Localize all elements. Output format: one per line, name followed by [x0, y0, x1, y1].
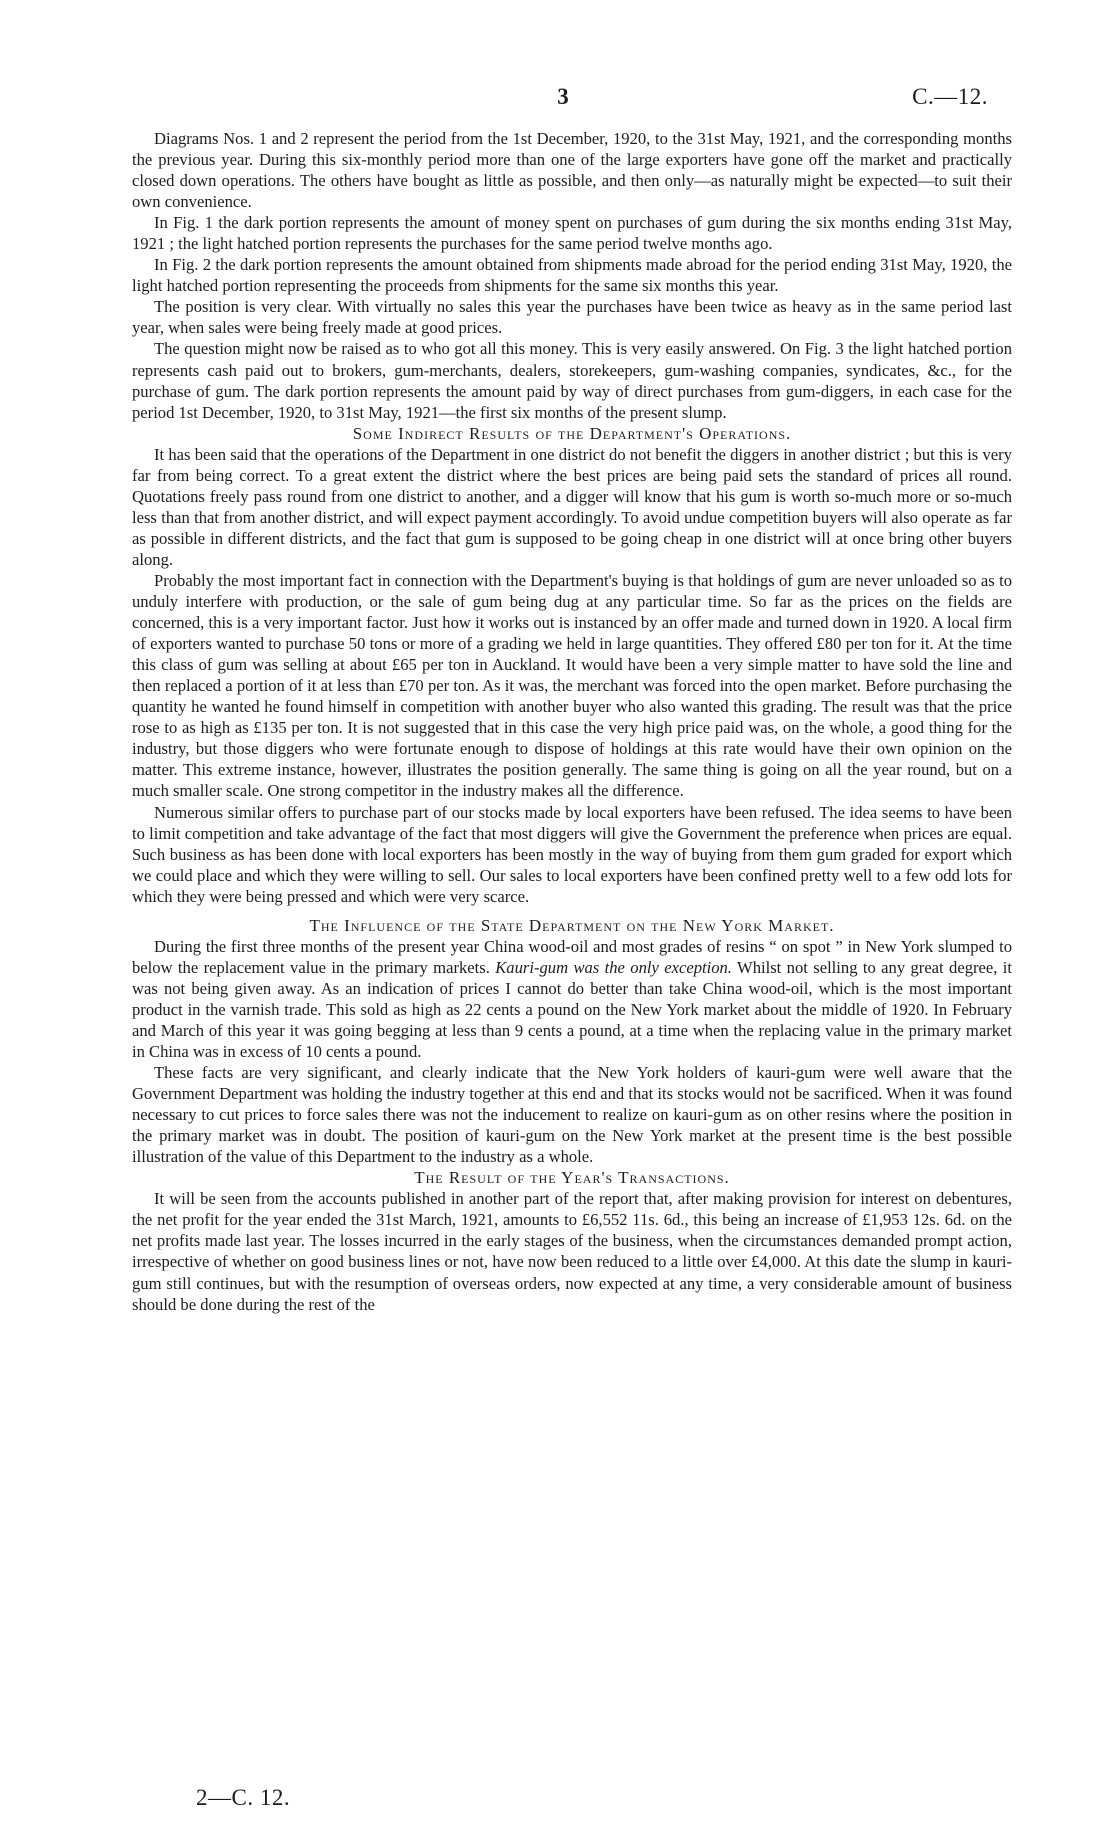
paragraph: Numerous similar offers to purchase part of our stocks made by local exporters have been refused. The idea seems to have been to limit competition and take advantage of the fact that most diggers will give the Government the preference when prices are equal. Such business as has been done with local exporters has been mostly in the way of buying from them gum graded for export which we could place and which they were willing to sell. Our sales to local exporters have been confined pretty well to a few odd lots for which they were being pressed and which were very scarce. [132, 802, 1012, 906]
section-heading: The Result of the Year's Transactions. [414, 1168, 730, 1188]
paragraph: In Fig. 2 the dark portion represents the amount obtained from shipments made abroad for the period ending 31st May, 1920, the light hatched portion representing the proceeds from shipments for the same six months this year. [132, 255, 1012, 296]
paragraph-text: Whilst not selling to any great degree, it was not being given away. As an indication of prices I cannot do better than take China wood-oil, which is the most important product in the varnish trade. This sold as high as 22 cents a pound on the New York market about the middle of 1920. In February and March of this year it was going begging at less than 9 cents a pound, at a time when the replacing value in the primary market in China was in excess of 10 cents a pound. [132, 957, 1012, 1062]
paragraph [132, 936, 1012, 1062]
paragraph-text: During the first three months of the present year China wood-oil and most grades of resins “ on spot ” in New York slumped to below the replacement value in the primary markets. [132, 936, 1012, 977]
report-reference: C.—12. [912, 84, 988, 109]
section-heading: Some Indirect Results of the Department's Operations. [352, 423, 792, 443]
section-heading: The Influence of the State Department on the New York Market. [309, 915, 835, 935]
paragraph: In Fig. 1 the dark portion represents the amount of money spent on purchases of gum during the six months ending 31st May, 1921 ; the light hatched portion represents the purchases for the same period twelve months ago. [132, 213, 1012, 254]
paragraph: It has been said that the operations of the Department in one district do not benefit the diggers in another district ; but this is very far from being correct. To a great extent the district where the best prices are being paid sets the standard of prices all round. Quotations freely pass round from one district to another, and a digger will know that his gum is worth so-much more or so-much less than that from another district, and will expect payment accordingly. To avoid undue competition buyers will also operate as far as possible in different districts, and the fact that gum is supposed to be going cheap in one district will at once bring other buyers along. [132, 444, 1012, 569]
paragraph: The position is very clear. With virtually no sales this year the purchases have been twice as heavy as in the same period last year, when sales were being freely made at good prices. [132, 297, 1012, 338]
paragraph: Diagrams Nos. 1 and 2 represent the period from the 1st December, 1920, to the 31st May, 1921, and the corresponding months the previous year. During this six-monthly period more than one of the large exporters have gone off the market and practically closed down operations. The others have bought as little as possible, and then only—as naturally might be expected—to suit their own convenience. [132, 129, 1012, 212]
body-text [132, 128, 1012, 1315]
emphasis-text: Kauri-gum was the only exception. [495, 957, 732, 977]
footer-signature: 2—C. 12. [196, 1785, 291, 1810]
page-number: 3 [557, 84, 569, 109]
paragraph: The question might now be raised as to who got all this money. This is very easily answered. On Fig. 3 the light hatched portion represents cash paid out to brokers, gum-merchants, dealers, storekeepers, gum-washing companies, syndicates, &c., for the purchase of gum. The dark portion represents the amount paid by way of direct purchases from gum-diggers, in each case for the period 1st December, 1920, to 31st May, 1921—the first six months of the present slump. [132, 339, 1012, 422]
paragraph: Probably the most important fact in connection with the Department's buying is that holdings of gum are never unloaded so as to unduly interfere with production, or the sale of gum being dug at any particular time. So far as the prices on the fields are concerned, this is a very important factor. Just how it works out is instanced by an offer made and turned down in 1920. A local firm of exporters wanted to purchase 50 tons or more of a grading we held in large quantities. They offered £80 per ton for it. At the time this class of gum was selling at about £65 per ton in Auckland. It would have been a very simple matter to have sold the line and then replaced a portion of it at less than £70 per ton. As it was, the merchant was forced into the open market. Before purchasing the quantity he wanted he found himself in competition with another buyer who also wanted this grading. The result was that the price rose to as high as £135 per ton. It is not suggested that in this case the very high price paid was, on the whole, a good thing for the industry, but those diggers who were fortunate enough to dispose of holdings at this rate would have their own opinion on the matter. This extreme instance, however, illustrates the position generally. The same thing is going on all the year round, but on a much smaller scale. One strong competitor in the industry makes all the difference. [132, 570, 1012, 801]
paragraph: It will be seen from the accounts published in another part of the report that, after making provision for interest on debentures, the net profit for the year ended the 31st March, 1921, amounts to £6,552 11s. 6d., this being an increase of £1,953 12s. 6d. on the net profits made last year. The losses incurred in the early stages of the business, when the circumstances demanded prompt action, irrespective of whether on good business lines or not, have now been reduced to a little over £4,000. At this date the slump in kauri-gum still continues, but with the resumption of overseas orders, now expected at any time, a very considerable amount of business should be done during the rest of the [132, 1189, 1012, 1314]
paragraph: These facts are very significant, and clearly indicate that the New York holders of kauri-gum were well aware that the Government Department was holding the industry together at this end and that its stocks would not be sacrificed. When it was found necessary to cut prices to force sales there was not the inducement to realize on kauri-gum as on other resins where the position in the primary market was in doubt. The position of kauri-gum on the New York market at the present time is the best possible illustration of the value of this Department to the industry as a whole. [132, 1063, 1012, 1167]
